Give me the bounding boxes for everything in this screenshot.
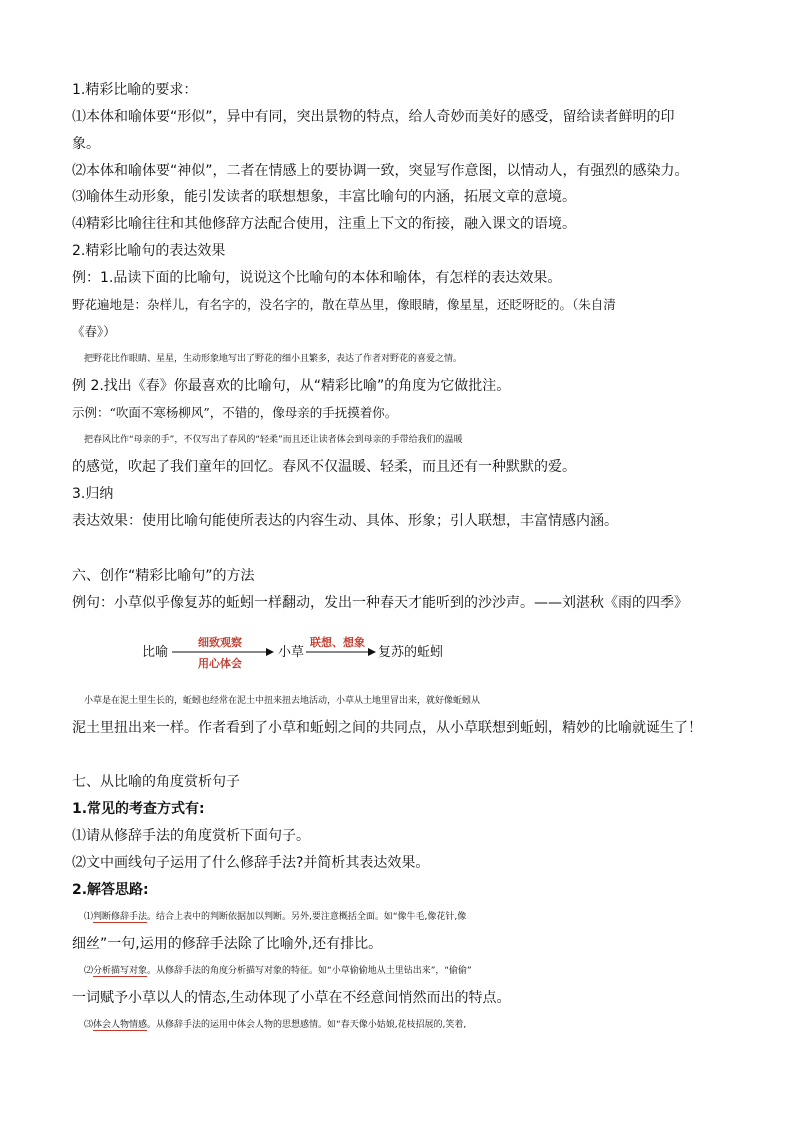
diagram-top-2: 联想、想象 [310,636,365,649]
section-3-title: 3.归纳 [72,486,114,502]
answer-1: 把野花比作眼睛、星星，生动形象地写出了野花的细小且繁多，表达了作者对野花的喜爱之情。 [84,354,463,364]
approach-2-cont: 一词赋予小草以人的情态,生动体现了小草在不经意间悄然而出的特点。 [72,990,511,1006]
requirement-2: ⑵本体和喻体要“神似”，二者在情感上的要协调一致，突显写作意图，以情动人，有强烈的感染力。 [72,163,689,179]
arrow-1-head [266,648,274,656]
analysis-paragraph: 小草是在泥土里生长的，蚯蚓也经常在泥土中扭来扭去地活动，小草从土地里冒出来，就好像蚯蚓从 [84,696,481,706]
approach-2 [84,961,744,981]
diagram-middle: 小草 [278,645,305,660]
quote-1: 野花遍地是：杂样儿，有名字的，没名字的，散在草丛里，像眼睛，像星星，还眨呀眨的。（朱自清 [72,297,616,312]
requirement-1: ⑴本体和喻体要“形似”，异中有同，突出景物的特点，给人奇妙而美好的感受，留给读者鲜明的印 [72,109,675,125]
section-2-title: 2.精彩比喻句的表达效果 [72,243,226,259]
section-7-title: 七、从比喻的角度赏析句子 [72,774,240,790]
section-6-title: 六、创作“精彩比喻句”的方法 [72,568,255,584]
section-1-title: 1.精彩比喻的要求： [72,82,198,98]
requirement-4: ⑷精彩比喻往往和其他修辞方法配合使用，注重上下文的衔接，融入课文的语境。 [72,216,576,232]
approach-1-num: ⑴ [84,912,94,922]
approach-1-key: 判断修辞手法 [93,912,148,922]
approach-1-text: 。结合上表中的判断依据加以判断。另外,要注意概括全面。如“像牛毛,像花针,像 [147,912,467,922]
diagram-top-1: 细致观察 [198,636,242,649]
approach-1-cont: 细丝”一句,运用的修辞手法除了比喻外,还有排比。 [72,936,383,952]
expression-effect: 表达效果：使用比喻句能使所表达的内容生动、具体、形象；引人联想，丰富情感内涵。 [72,513,618,529]
exam-question-2: ⑵文中画线句子运用了什么修辞手法?并简析其表达效果。 [72,855,430,871]
approach-3 [84,1015,744,1035]
diagram-end: 复苏的蚯蚓 [378,645,444,660]
example-1: 例：1.品读下面的比喻句，说说这个比喻句的本体和喻体，有怎样的表达效果。 [72,270,562,286]
sample-sentence: 示例：“吹面不寒杨柳风”，不错的，像母亲的手抚摸着你。 [72,405,398,420]
approach-1 [84,907,744,927]
diagram-start: 比喻 [142,645,169,660]
example-2: 例 2.找出《春》你最喜欢的比喻句，从“精彩比喻”的角度为它做批注。 [72,378,511,394]
approach-2-text: 。从修辞手法的角度分析描写对象的特征。如“小草偷偷地从土里钻出来”，“偷偷” [147,966,472,976]
approach-3-num: ⑶ [84,1020,94,1030]
analysis-paragraph-cont: 泥土里扭出来一样。作者看到了小草和蚯蚓之间的共同点，从小草联想到蚯蚓，精妙的比喻就诞生了！ [72,720,702,736]
approach-3-text: 。从修辞手法的运用中体会人物的思想感情。如“春天像小姑娘,花枝招展的,笑着, [147,1020,467,1030]
subheading-approach: 2.解答思路: [72,882,149,898]
example-sentence: 例句：小草似乎像复苏的蚯蚓一样翻动，发出一种春天才能听到的沙沙声。——刘湛秋《雨的四季》 [72,595,688,611]
diagram-bottom-1: 用心体会 [198,657,242,670]
approach-3-key: 体会人物情感 [93,1020,148,1030]
requirement-3: ⑶喻体生动形象，能引发读者的联想想象，丰富比喻句的内涵，拓展文章的意境。 [72,189,576,205]
answer-2: 把春风比作“母亲的手”，不仅写出了春风的“轻柔”而且还让读者体会到母亲的手带给我们的温暖 [84,435,463,445]
requirement-1-cont: 象。 [72,136,100,152]
arrow-2-head [368,648,376,656]
approach-2-key: 分析描写对象 [93,966,148,976]
metaphor-flow-diagram [140,632,560,672]
subheading-exam-types: 1.常见的考查方式有: [72,801,205,817]
approach-2-num: ⑵ [84,966,94,976]
exam-question-1: ⑴请从修辞手法的角度赏析下面句子。 [72,828,310,844]
answer-2-cont: 的感觉，吹起了我们童年的回忆。春风不仅温暖、轻柔，而且还有一种默默的爱。 [72,459,576,475]
quote-1-source: 《春》） [72,324,116,339]
